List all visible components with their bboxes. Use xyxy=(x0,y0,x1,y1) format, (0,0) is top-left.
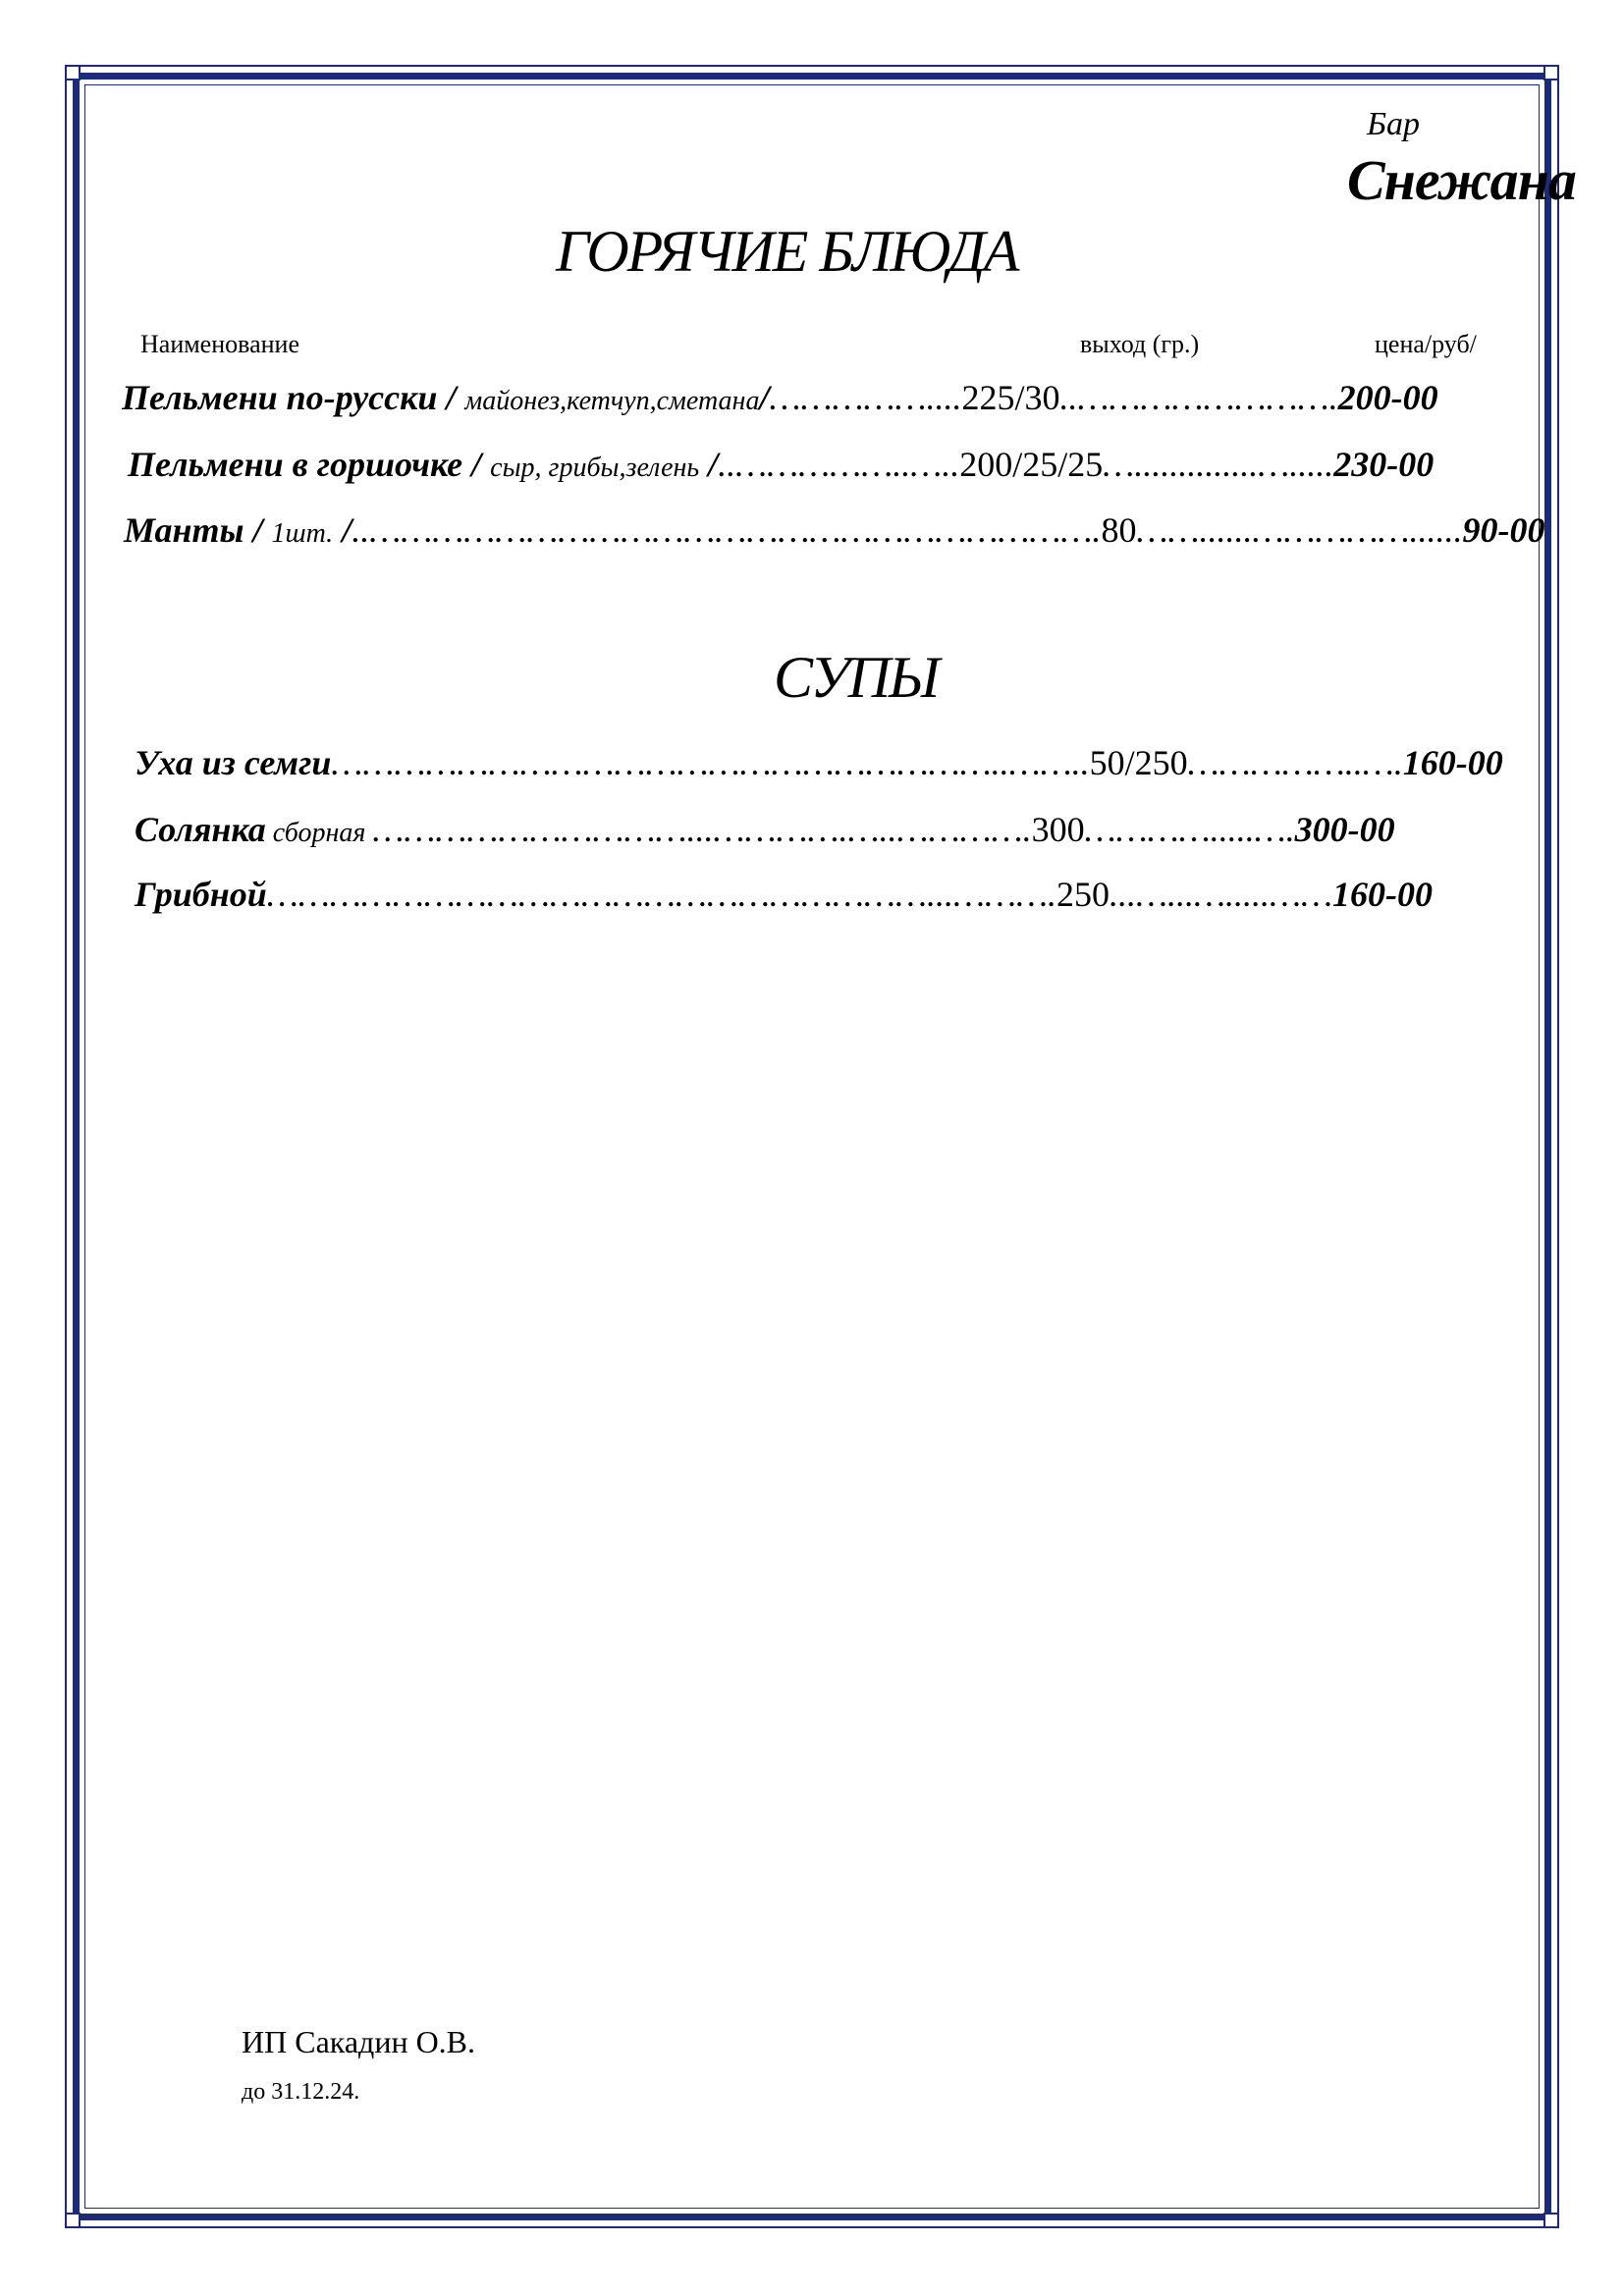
leader-dots: ……......……………...... xyxy=(1136,510,1463,550)
frame-corner-top-right xyxy=(1543,65,1559,80)
item-separator: / xyxy=(244,510,272,550)
bar-label: Бар xyxy=(1367,106,1421,142)
item-output: 80 xyxy=(1101,510,1137,550)
menu-item-manty xyxy=(124,506,1545,555)
header-output: выход (гр.) xyxy=(1080,330,1200,358)
item-price: 200-00 xyxy=(1337,378,1438,417)
soups-title: СУПЫ xyxy=(774,645,939,710)
menu-item-pelmeni-pot xyxy=(128,440,1434,489)
item-name: Уха из семги xyxy=(135,743,332,782)
item-separator: / xyxy=(333,510,352,550)
hot-dishes-title: ГОРЯЧИЕ БЛЮДА xyxy=(556,219,1018,284)
leader-dots: …………………………...………….…..…………. xyxy=(372,810,1032,849)
item-price: 160-00 xyxy=(1402,743,1503,782)
leader-dots: ..……………………………………………………………. xyxy=(352,510,1102,550)
item-description: майонез,кетчуп,сметана xyxy=(464,386,760,416)
item-description: 1шт. xyxy=(271,518,334,549)
leader-dots: ………….....…. xyxy=(1084,810,1295,849)
leader-dots: ………………………………………………………..…….. xyxy=(331,743,1090,782)
menu-item-pelmeni-russian xyxy=(122,373,1438,422)
leader-dots: ………………………………………………………...………. xyxy=(266,875,1056,914)
leader-dots: ..……………..….. xyxy=(718,445,960,484)
leader-dots: …..............…..... xyxy=(1103,445,1334,484)
item-output: 200/25/25 xyxy=(959,445,1104,484)
leader-dots: ..……………………. xyxy=(1059,378,1338,417)
item-name: Пельмени в горшочке xyxy=(128,445,463,484)
owner-name: ИП Сакадин О.В. xyxy=(242,2024,476,2059)
item-name: Манты xyxy=(124,510,244,550)
menu-item-gribnoy xyxy=(135,870,1433,919)
item-name: Пельмени по-русски xyxy=(122,378,438,417)
menu-item-ukha xyxy=(135,738,1503,787)
leader-dots: ……………..…. xyxy=(1187,743,1403,782)
item-description: сборная xyxy=(265,818,373,848)
item-output: 300 xyxy=(1031,810,1085,849)
item-separator: / xyxy=(699,445,719,484)
menu-item-solyanka xyxy=(135,805,1395,854)
item-price: 300-00 xyxy=(1294,810,1395,849)
item-price: 160-00 xyxy=(1332,875,1434,914)
item-name: Грибной xyxy=(135,875,267,914)
item-output: 50/250 xyxy=(1089,743,1188,782)
item-price: 230-00 xyxy=(1333,445,1435,484)
frame-corner-top-left xyxy=(65,65,81,80)
item-description: сыр, грибы,зелень xyxy=(490,453,700,483)
item-price: 90-00 xyxy=(1462,510,1545,550)
leader-dots: …………….... xyxy=(769,378,962,417)
header-price: цена/руб/ xyxy=(1375,330,1477,358)
frame-corner-bottom-left xyxy=(65,2213,81,2228)
item-name: Солянка xyxy=(135,810,266,849)
bar-name: Снежана xyxy=(1347,148,1576,212)
item-separator: / xyxy=(462,445,491,484)
leader-dots: ...…...….....…… xyxy=(1109,875,1333,914)
item-output: 250 xyxy=(1056,875,1110,914)
valid-until: до 31.12.24. xyxy=(242,2079,360,2105)
item-separator: / xyxy=(759,378,770,417)
item-output: 225/30 xyxy=(961,378,1060,417)
header-name: Наименование xyxy=(140,330,299,358)
item-separator: / xyxy=(437,378,465,417)
frame-corner-bottom-right xyxy=(1543,2213,1559,2228)
